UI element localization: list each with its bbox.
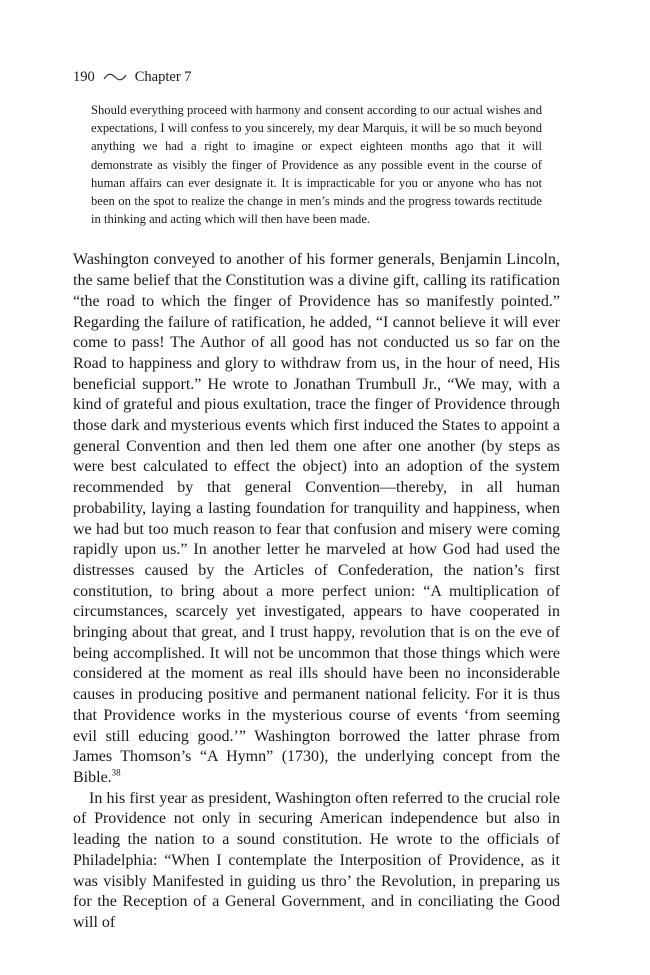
book-page xyxy=(73,66,560,934)
paragraph-text: In his first year as president, Washington often referred to the crucial role of Providence not only in securing American independence but also in leading the nation to a sound constitution. He wrote to the officials of Philadelphia: “When I contemplate the Interposition of Providence, as it was visibly Manifested in guiding us thro’ the Revolution, in preparing us for the Reception of a General Government, and in conciliating the Good will of xyxy=(73,789,560,931)
paragraph xyxy=(73,250,560,788)
page-number: 190 xyxy=(73,69,95,85)
paragraph xyxy=(73,789,560,934)
running-header xyxy=(73,66,560,88)
paragraph-text: Washington conveyed to another of his former generals, Benjamin Lincoln, the same belief that the Constitution was a divine gift, calling its ratification “the road to which the finger of Providence has so manifestly pointed.” Regarding the failure of ratification, he added, “I cannot believe it will ever come to pass! The Author of all good has not conducted us so far on the Road to happiness and glory to withdraw from us, in the hour of need, His beneficial support.” He wrote to Jonathan Trumbull Jr., “We may, with a kind of grateful and pious exultation, trace the finger of Providence through those dark and mysterious events which first induced the States to appoint a general Convention and then led them one after one another (by steps as were best calculated to effect the object) into an adoption of the system recommended by that general Convention—thereby, in all human probability, laying a lasting foundation for tranquility and happiness, when we had but too much reason to fear that confusion and misery were coming rapidly upon us.” In another letter he marveled at how God had used the distresses caused by the Articles of Confederation, the nation’s first constitution, to bring about a more perfect union: “A multiplication of circumstances, scarcely yet investigated, appears to have cooperated in bringing about that great, and I trust happy, revolution that is on the eve of being accomplished. It will not be uncommon that those things which were considered at the moment as real ills should have been no inconsiderable causes in producing positive and permanent national felicity. For it is thus that Providence works in the mysterious course of events ‘from seeming evil still educing good.’” Washington borrowed the latter phrase from James Thomson’s “A Hymn” (1730), the underlying concept from the Bible. xyxy=(73,251,560,786)
swash-ornament-icon xyxy=(103,72,127,82)
footnote-marker: 38 xyxy=(111,767,121,778)
block-quote: Should everything proceed with harmony and consent according to our actual wishes and expectations, I will confess to you sincerely, my dear Marquis, it will be so much beyond anything we had a right to imagine or expect eighteen months ago that it will demonstrate as visibly the finger of Providence as any possible event in the course of human affairs can ever designate it. It is impracticable for you or anyone who has not been on the spot to realize the change in men’s minds and the progress towards rectitude in thinking and acting which will then have been made. xyxy=(91,103,542,227)
body-text xyxy=(73,250,560,933)
chapter-title: Chapter 7 xyxy=(134,69,192,85)
